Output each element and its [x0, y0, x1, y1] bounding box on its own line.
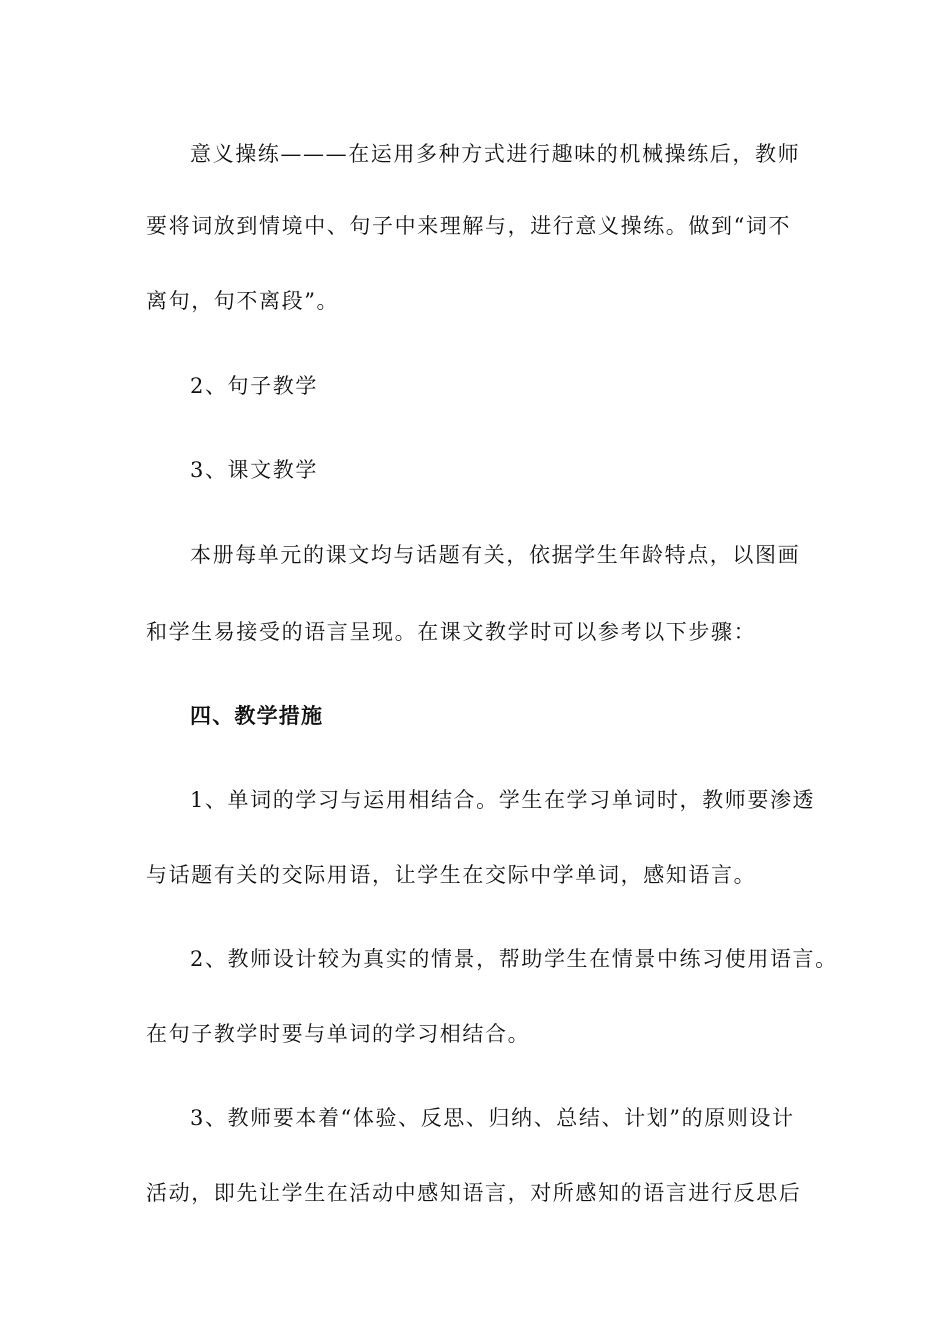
section-heading: 3、课文教学 [190, 458, 318, 482]
paragraph-line: 在句子教学时要与单词的学习相结合。 [146, 1022, 531, 1046]
paragraph-line: 要将词放到情境中、句子中来理解与，进行意义操练。做到“词不 [146, 214, 792, 238]
paragraph-line: 离句，句不离段”。 [146, 289, 340, 313]
section-heading: 2、句子教学 [190, 374, 318, 398]
chapter-heading: 四、教学措施 [190, 704, 324, 728]
paragraph-line: 1、单词的学习与运用相结合。学生在学习单词时，教师要渗透 [190, 788, 816, 812]
paragraph-line: 与话题有关的交际用语，让学生在交际中学单词，感知语言。 [146, 863, 757, 887]
paragraph-line: 活动，即先让学生在活动中感知语言，对所感知的语言进行反思后 [146, 1181, 802, 1205]
paragraph-line: 3、教师要本着“体验、反思、归纳、总结、计划”的原则设计 [190, 1106, 795, 1130]
paragraph-line: 和学生易接受的语言呈现。在课文教学时可以参考以下步骤： [146, 620, 757, 644]
paragraph-line: 本册每单元的课文均与话题有关，依据学生年龄特点，以图画 [190, 543, 801, 567]
paragraph-line: 2、教师设计较为真实的情景，帮助学生在情景中练习使用语言。 [190, 947, 838, 971]
paragraph-line: 意义操练———在运用多种方式进行趣味的机械操练后，教师 [190, 142, 801, 166]
